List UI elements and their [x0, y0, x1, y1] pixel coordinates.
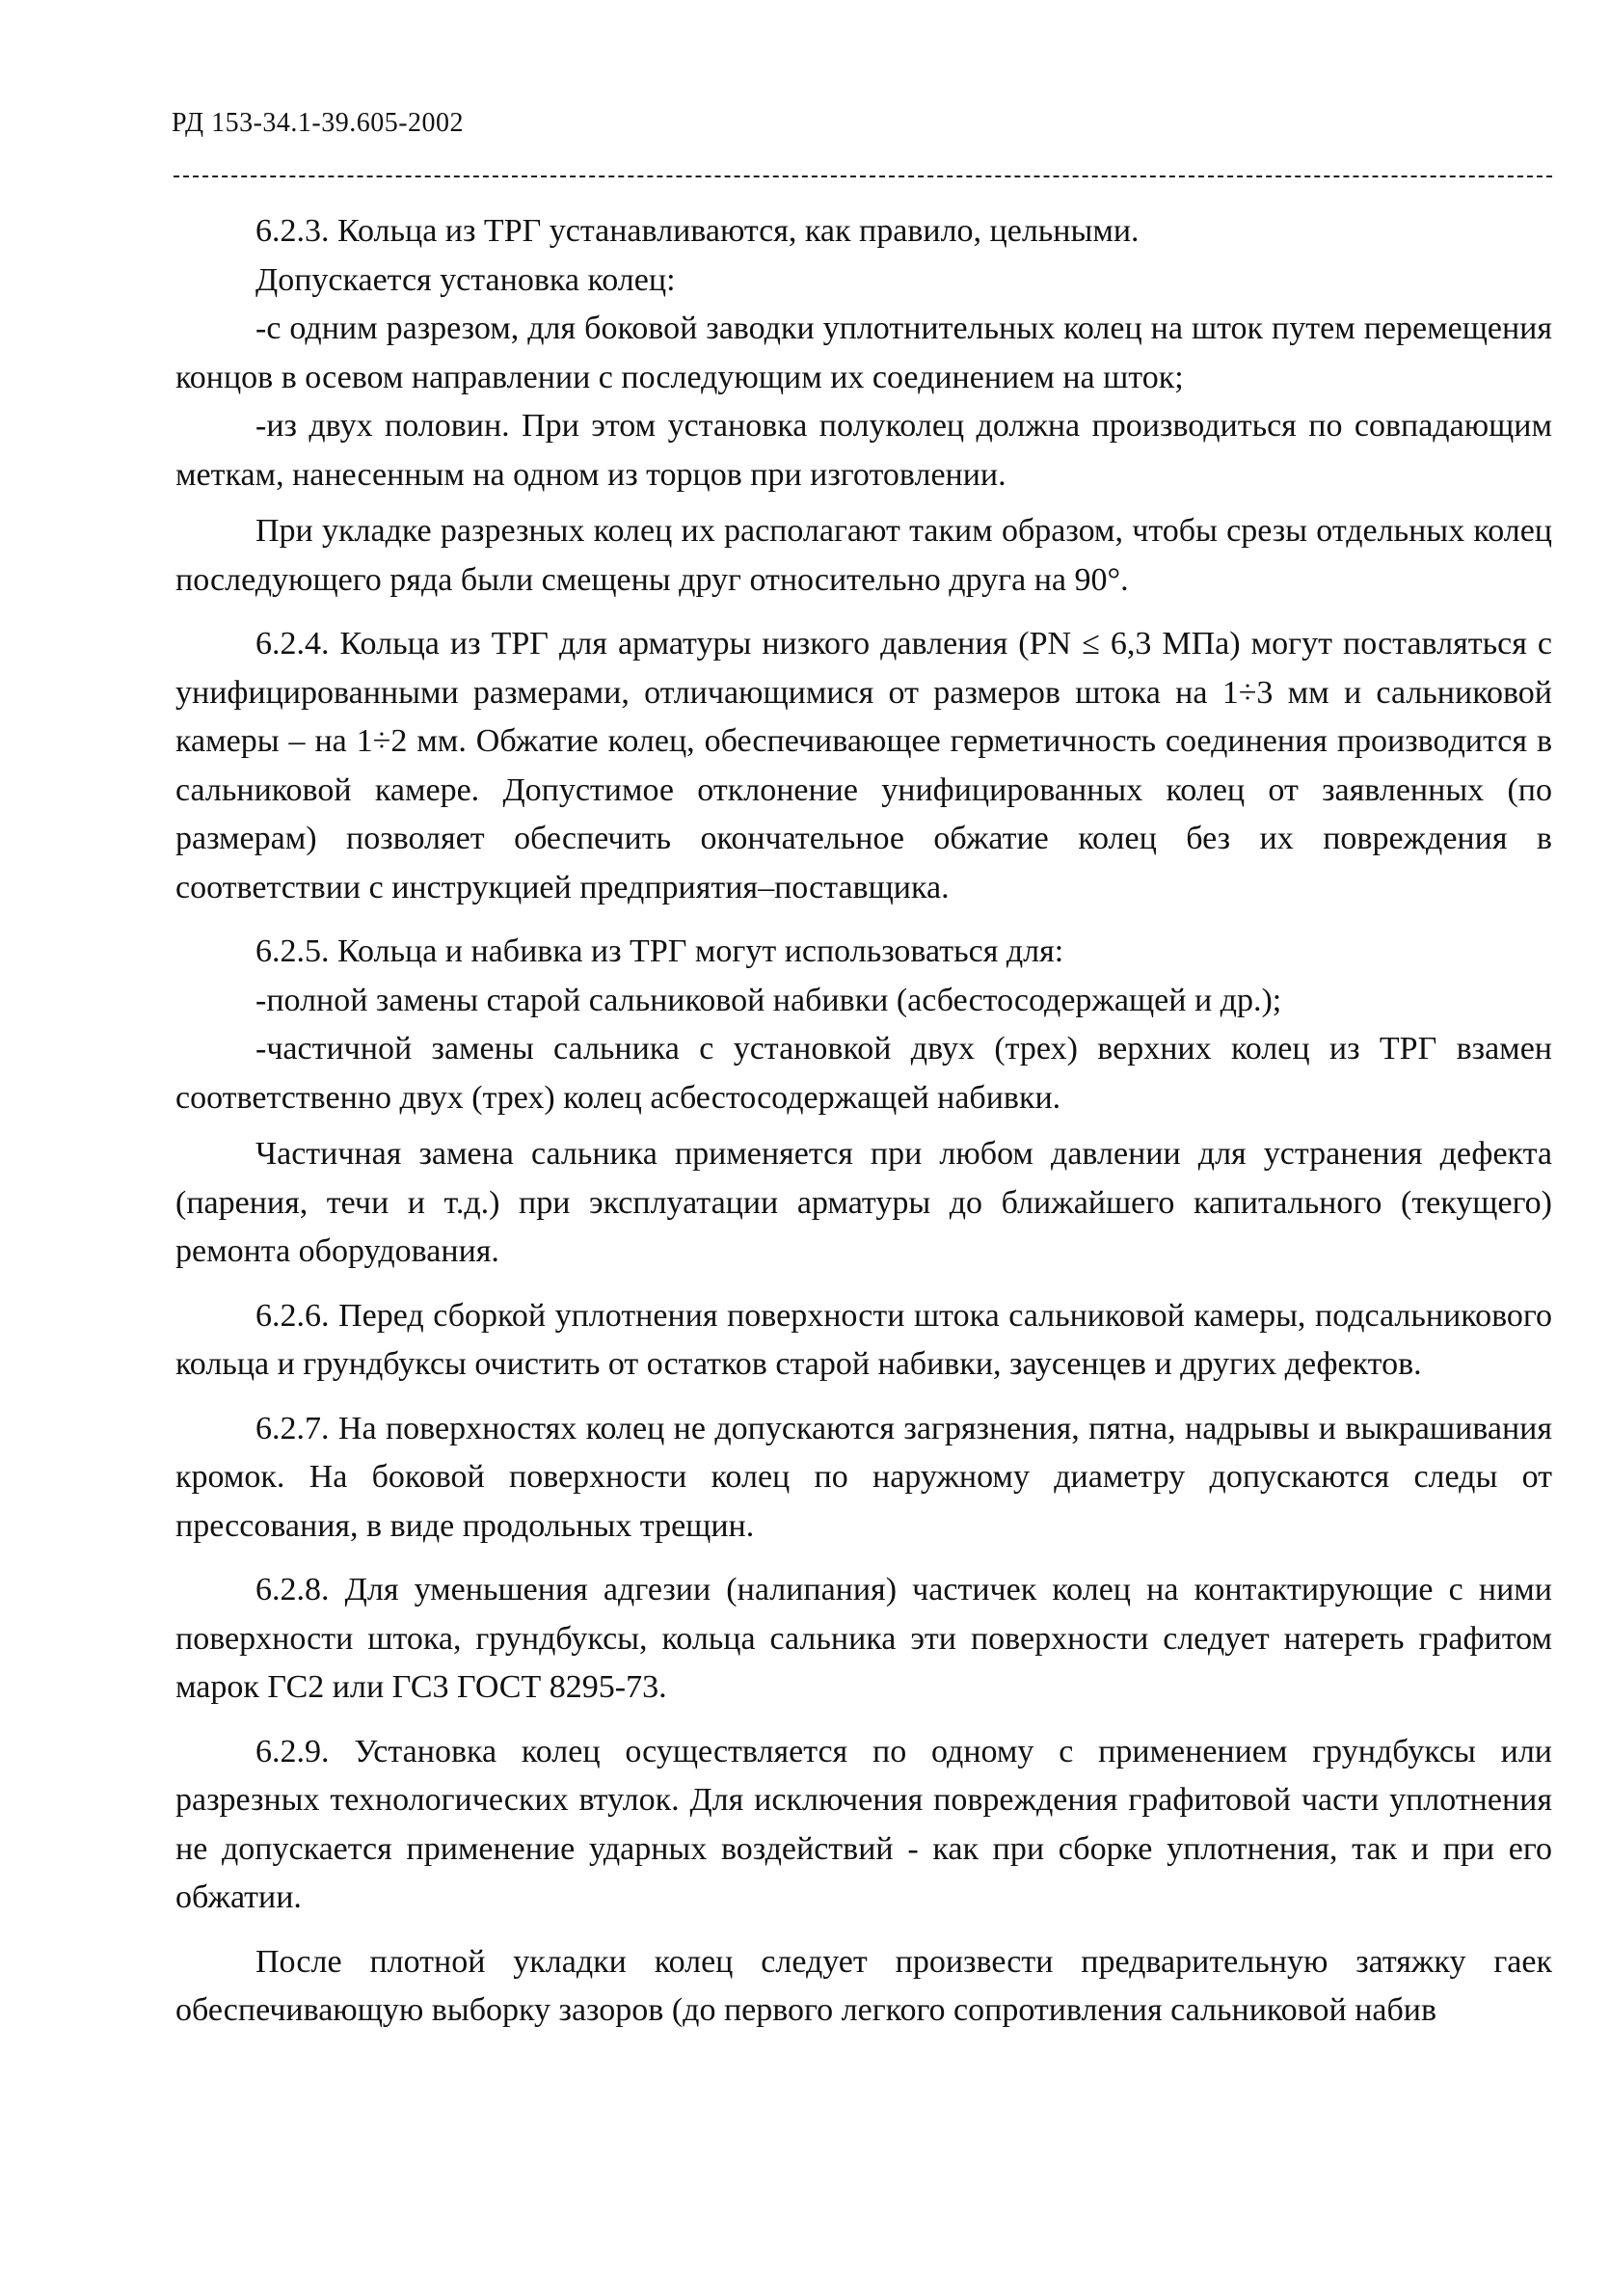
paragraph-partial-replacement-usage: Частичная замена сальника применяется при любом давлении для устранения дефекта (парения, течи и т.д.) при эксплуатации арматуры до ближайшего капитального (текущего) ремонта оборудования.: [175, 1136, 1552, 1269]
paragraph-rings-allowed: Допускается установка колец:: [255, 261, 676, 298]
paragraph-preliminary-tightening: После плотной укладки колец следует произвести предварительную затяжку гаек обеспечивающую выборку зазоров (до первого легкого сопротивления сальниковой набив: [175, 1943, 1552, 2028]
paragraph-6-2-6: 6.2.6. Перед сборкой уплотнения поверхности штока сальниковой камеры, подсальникового кольца и грундбуксы очистить от остатков старой набивки, заусенцев и других дефектов.: [175, 1297, 1552, 1382]
paragraph-6-2-5: 6.2.5. Кольца и набивка из ТРГ могут использоваться для:: [255, 933, 1064, 969]
document-code-header: РД 153-34.1-39.605-2002: [172, 108, 465, 138]
paragraph-cut-rings-placement: При укладке разрезных колец их располагают таким образом, чтобы срезы отдельных колец последующего ряда были смещены друг относительно друга на 90°.: [175, 513, 1552, 598]
paragraph-6-2-4: 6.2.4. Кольца из ТРГ для арматуры низкого давления (PN ≤ 6,3 МПа) могут поставляться с унифицированными размерами, отличающимися от размеров штока на 1÷3 мм и сальниковой камеры – на 1÷2 мм. Обжатие колец, обеспечивающее герметичность соединения производится в сальниковой камере. Допустимое отклонение унифицированных колец от заявленных (по размерам) позволяет обеспечить окончательное обжатие колец без их повреждения в соответствии с инструкцией предприятия–поставщика.: [175, 626, 1552, 905]
list-item-two-halves: -из двух половин. При этом установка полуколец должна производиться по совпадающим меткам, нанесенным на одном из торцов при изготовлении.: [175, 408, 1552, 493]
list-item-partial-replacement: -частичной замены сальника с установкой двух (трех) верхних колец из ТРГ взамен соответственно двух (трех) колец асбестосодержащей набивки.: [175, 1031, 1552, 1116]
list-item-full-replacement: -полной замены старой сальниковой набивки (асбестосодержащей и др.);: [255, 982, 1282, 1018]
paragraph-6-2-9: 6.2.9. Установка колец осуществляется по одному с применением грундбуксы или разрезных технологических втулок. Для исключения повреждения графитовой части уплотнения не допускается применение ударных воздействий - как при сборке уплотнения, так и при его обжатии.: [175, 1733, 1552, 1915]
paragraph-6-2-7: 6.2.7. На поверхностях колец не допускаются загрязнения, пятна, надрывы и выкрашивания кромок. На боковой поверхности колец по наружному диаметру допускаются следы от прессования, в виде продольных трещин.: [175, 1410, 1552, 1544]
list-item-one-cut: -с одним разрезом, для боковой заводки уплотнительных колец на шток путем перемещения концов в осевом направлении с последующим их соединением на шток;: [175, 311, 1552, 395]
paragraph-6-2-3: 6.2.3. Кольца из ТРГ устанавливаются, как правило, цельными.: [255, 213, 1140, 249]
header-divider: [174, 176, 1552, 177]
paragraph-6-2-8: 6.2.8. Для уменьшения адгезии (налипания) частичек колец на контактирующие с ними поверхности штока, грундбуксы, кольца сальника эти поверхности следует натереть графитом марок ГС2 или ГС3 ГОСТ 8295-73.: [175, 1572, 1552, 1705]
document-body: [175, 207, 1552, 2036]
